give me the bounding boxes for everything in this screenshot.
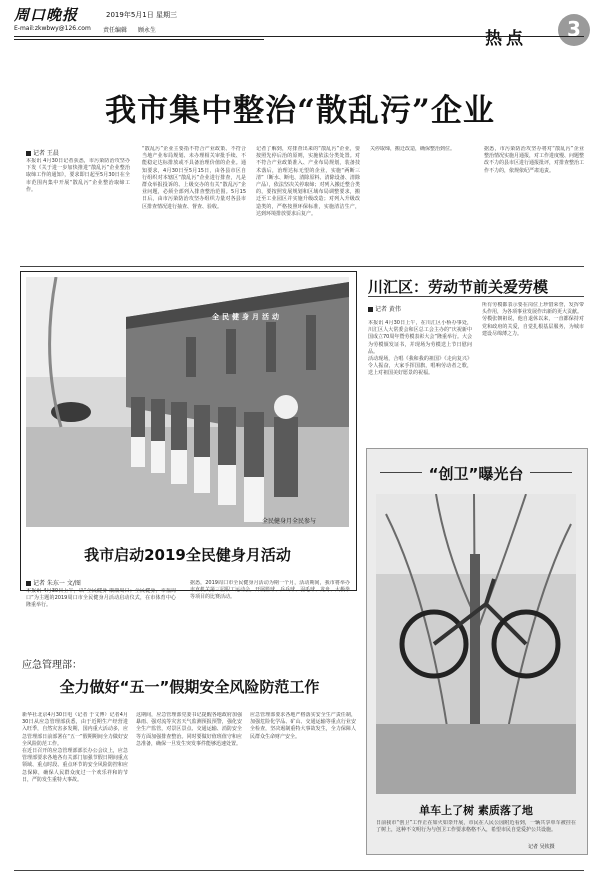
chuanhui-paragraph-4: 劳模张朝祖说，他自退休以来，一直都保持对党和政府的关爱，自觉扎根基层服务，为城市建设尽绵薄之力。 xyxy=(482,316,584,337)
fitness-photo xyxy=(26,277,349,527)
fitness-col-1 xyxy=(26,588,176,630)
chuanhui-rule xyxy=(368,296,584,297)
chuanhui-headline: 川汇区：劳动节前关爱劳模 xyxy=(368,278,549,296)
chuanhui-col-1 xyxy=(368,320,472,440)
emergency-paragraph-3: 这期间，应急管理部党委书记提醒各地政府加强暴雨、强对流等灾害天气监测预报预警，强化安全生产监管，对景区景点、交通运输、消防安全等方面加强排查整治。同时要做好值班值守和应急准备，确保一旦发生突发事件能够迅速处置。 xyxy=(136,712,242,747)
masthead xyxy=(0,0,600,72)
fitness-byline xyxy=(26,578,81,587)
lead-col-2 xyxy=(142,146,246,258)
lead-col-5 xyxy=(484,146,584,258)
chuanhui-paragraph-2: 活动现场，合唱《我和我的祖国》《走向复兴》令人振奋，大家手挥国旗，唱响劳动者之歌，送上对祖国美好愿景的祝福。 xyxy=(368,356,472,377)
lead-paragraph-3: 记者了解到，对排查出来的“散乱污”企业，要按照先停后治的原则，实施依法分类处置。对不符合产业政策准入、产业布局规划，装备技术落后，治理达标无望的企业，实施“两断三清”（断水、断电、清除原料、清除设备、清除产品），依法坚决关停取缔；对列入搬迁整合类的，要按照发展规划和区域布局调整要求，搬迁至工业园区并实施升级改造；对列入升级改造类的，严格按照环保标准，实施清洁生产，达到环境排放要求后复产。 xyxy=(256,146,360,217)
fitness-col-2 xyxy=(190,580,350,630)
emergency-paragraph-1: 新华社北京4月30日电（记者 于文博）记者4月30日从应急管理部获悉，由于近期生产经营进入旺季，自然灾害多发期，国内重大活动多，应急管理部日前部署在“五一”假期期间全力做好安全风险防范工作。 xyxy=(22,712,128,747)
section-label: 热点 xyxy=(485,29,527,49)
emergency-kicker: 应急管理部： xyxy=(22,660,82,671)
lead-paragraph-4: 据悉，市污染防治攻坚办将对“散乱污”企业整治情况实施月通报，对工作进度慢、问题整改不力的县市区进行通报批评，对排查整治工作不力的，依规依纪严肃追责。 xyxy=(484,146,584,174)
editor-label: 责任编辑 xyxy=(103,27,128,34)
fitness-byline-text: 记者 朱东一 文/图 xyxy=(33,580,81,587)
lead-paragraph-1: 本报讯 4月30日记者获悉，市污染防治攻坚办下发《关于进一步加快推进“散乱污”企业整治取缔工作的通知》，要求即日起至5月30日在全市范围内集中开展“散乱污”企业整治取缔工作。 xyxy=(26,158,130,193)
chuangwei-title-rule-right xyxy=(530,472,572,473)
chuanhui-paragraph-1: 本报讯 4月30日上午，在川汇区小桥办事处，川汇区人大常委会和区总工会主办的“庆祝新中国成立70周年暨劳模表彰大会”隆重举行。大会为劳模颁发证书，并现场为劳模送上节日慰问品。 xyxy=(368,320,472,355)
lead-paragraph-2: “散乱污”企业主要指不符合产业政策、不符合当地产业布局规划、未办理相关审批手续、不能稳定达标排放或不具备治理价值的企业。通知要求，4月30日至5月15日，由各县市区自行组织对本辖区“散乱污”企业进行排查，凡是群众举报投诉的、上级交办的有关“散乱污”企业问题，必须全部列入排查整治范围。5月15日后，由市污染防治攻坚办组织力量对各县市区排查情况进行抽查、督查、验收。 xyxy=(142,146,246,210)
chuanhui-col-2 xyxy=(482,302,584,440)
fitness-photo-caption: 全民健身月全民参与 xyxy=(262,518,317,525)
emergency-col-3 xyxy=(250,712,356,862)
emergency-paragraph-4: 应急管理部要求各地严格落实安全生产责任制，加强危险化学品、矿山、交通运输等重点行业安全检查，坚决遏制重特大事故发生，全力保障人民群众生命财产安全。 xyxy=(250,712,356,740)
lead-col-4 xyxy=(370,146,474,258)
editor-name: 顾永生 xyxy=(138,27,157,34)
chuangwei-paragraph: 日前我市“创卫”工作正在如火如荼开展，市民在人民公园附近看到，一辆共享单车被挂在了树上，这种不文明行为与创卫工作要求格格不入，希望市民自觉爱护公共设施。 xyxy=(376,820,576,834)
fitness-banner-text: 全民健身月活动 xyxy=(212,313,282,321)
chuangwei-title-rule-left xyxy=(380,472,422,473)
lead-byline-text: 记者 王晨 xyxy=(33,150,59,157)
emergency-headline: 全力做好“五一”假期安全风险防范工作 xyxy=(59,678,320,696)
fitness-photo-graphic xyxy=(26,277,349,527)
chuangwei-photo xyxy=(376,494,576,794)
email-line: E-mail:zkwbwy@126.com xyxy=(14,25,91,32)
footer-rule xyxy=(14,870,584,871)
lead-byline xyxy=(26,148,59,157)
newspaper-logo: 周口晚报 xyxy=(14,6,79,24)
chuanhui-byline-text: 记者 黄伟 xyxy=(375,306,401,313)
chuangwei-title: “创卫”曝光台 xyxy=(428,465,524,483)
masthead-rule-2 xyxy=(14,39,264,40)
lead-paragraph-3-continued: 关停取缔，搬迁改造，确保整治到位。 xyxy=(370,146,456,152)
chuangwei-photo-caption: 单车上了树 素质落了地 xyxy=(419,804,533,817)
masthead-rule xyxy=(14,36,584,37)
chuanhui-paragraph-3: 所有劳模都表示要在岗位上珍惜荣誉，发挥带头作用，为各项事业发展作出新的更大贡献。 xyxy=(482,302,584,316)
lead-headline: 我市集中整治“散乱污”企业 xyxy=(105,93,495,129)
lead-col-3 xyxy=(256,146,360,258)
fitness-paragraph-1: 本报讯 4月30日上午，以“全民健身 康康周口；全民健身，幸福周口”为主题的2019周口市全民健身月活动启动仪式，在市体育中心隆重举行。 xyxy=(26,588,176,609)
issue-date: 2019年5月1日 星期三 xyxy=(106,11,177,19)
fitness-headline: 我市启动2019全民健身月活动 xyxy=(84,546,291,564)
emergency-col-1 xyxy=(22,712,128,862)
chuangwei-reporter: 记者 吴钦摄 xyxy=(528,844,555,850)
page-number: 3 xyxy=(567,17,581,41)
emergency-paragraph-2: 在近日召开的应急管理部部长办公会议上，应急管理部要求各地各有关部门加强节假日期间重点领域、重点时段、重点环节的安全风险防控和应急保障，确保人民群众度过一个欢乐祥和的节日，严防发生重特大事故。 xyxy=(22,748,128,783)
chuanhui-byline xyxy=(368,304,401,313)
section-divider xyxy=(20,266,584,267)
emergency-col-2 xyxy=(136,712,242,862)
fitness-paragraph-2: 据悉，2019周口市全民健身月活动为期一个月，活动期间，我市将举办市直机关第三届职工运动会，开展篮球、乒乓球、羽毛球、龙舟、太极拳等项目的比赛活动。 xyxy=(190,580,350,601)
lead-col-1 xyxy=(26,158,130,260)
chuangwei-photo-graphic xyxy=(376,494,576,794)
